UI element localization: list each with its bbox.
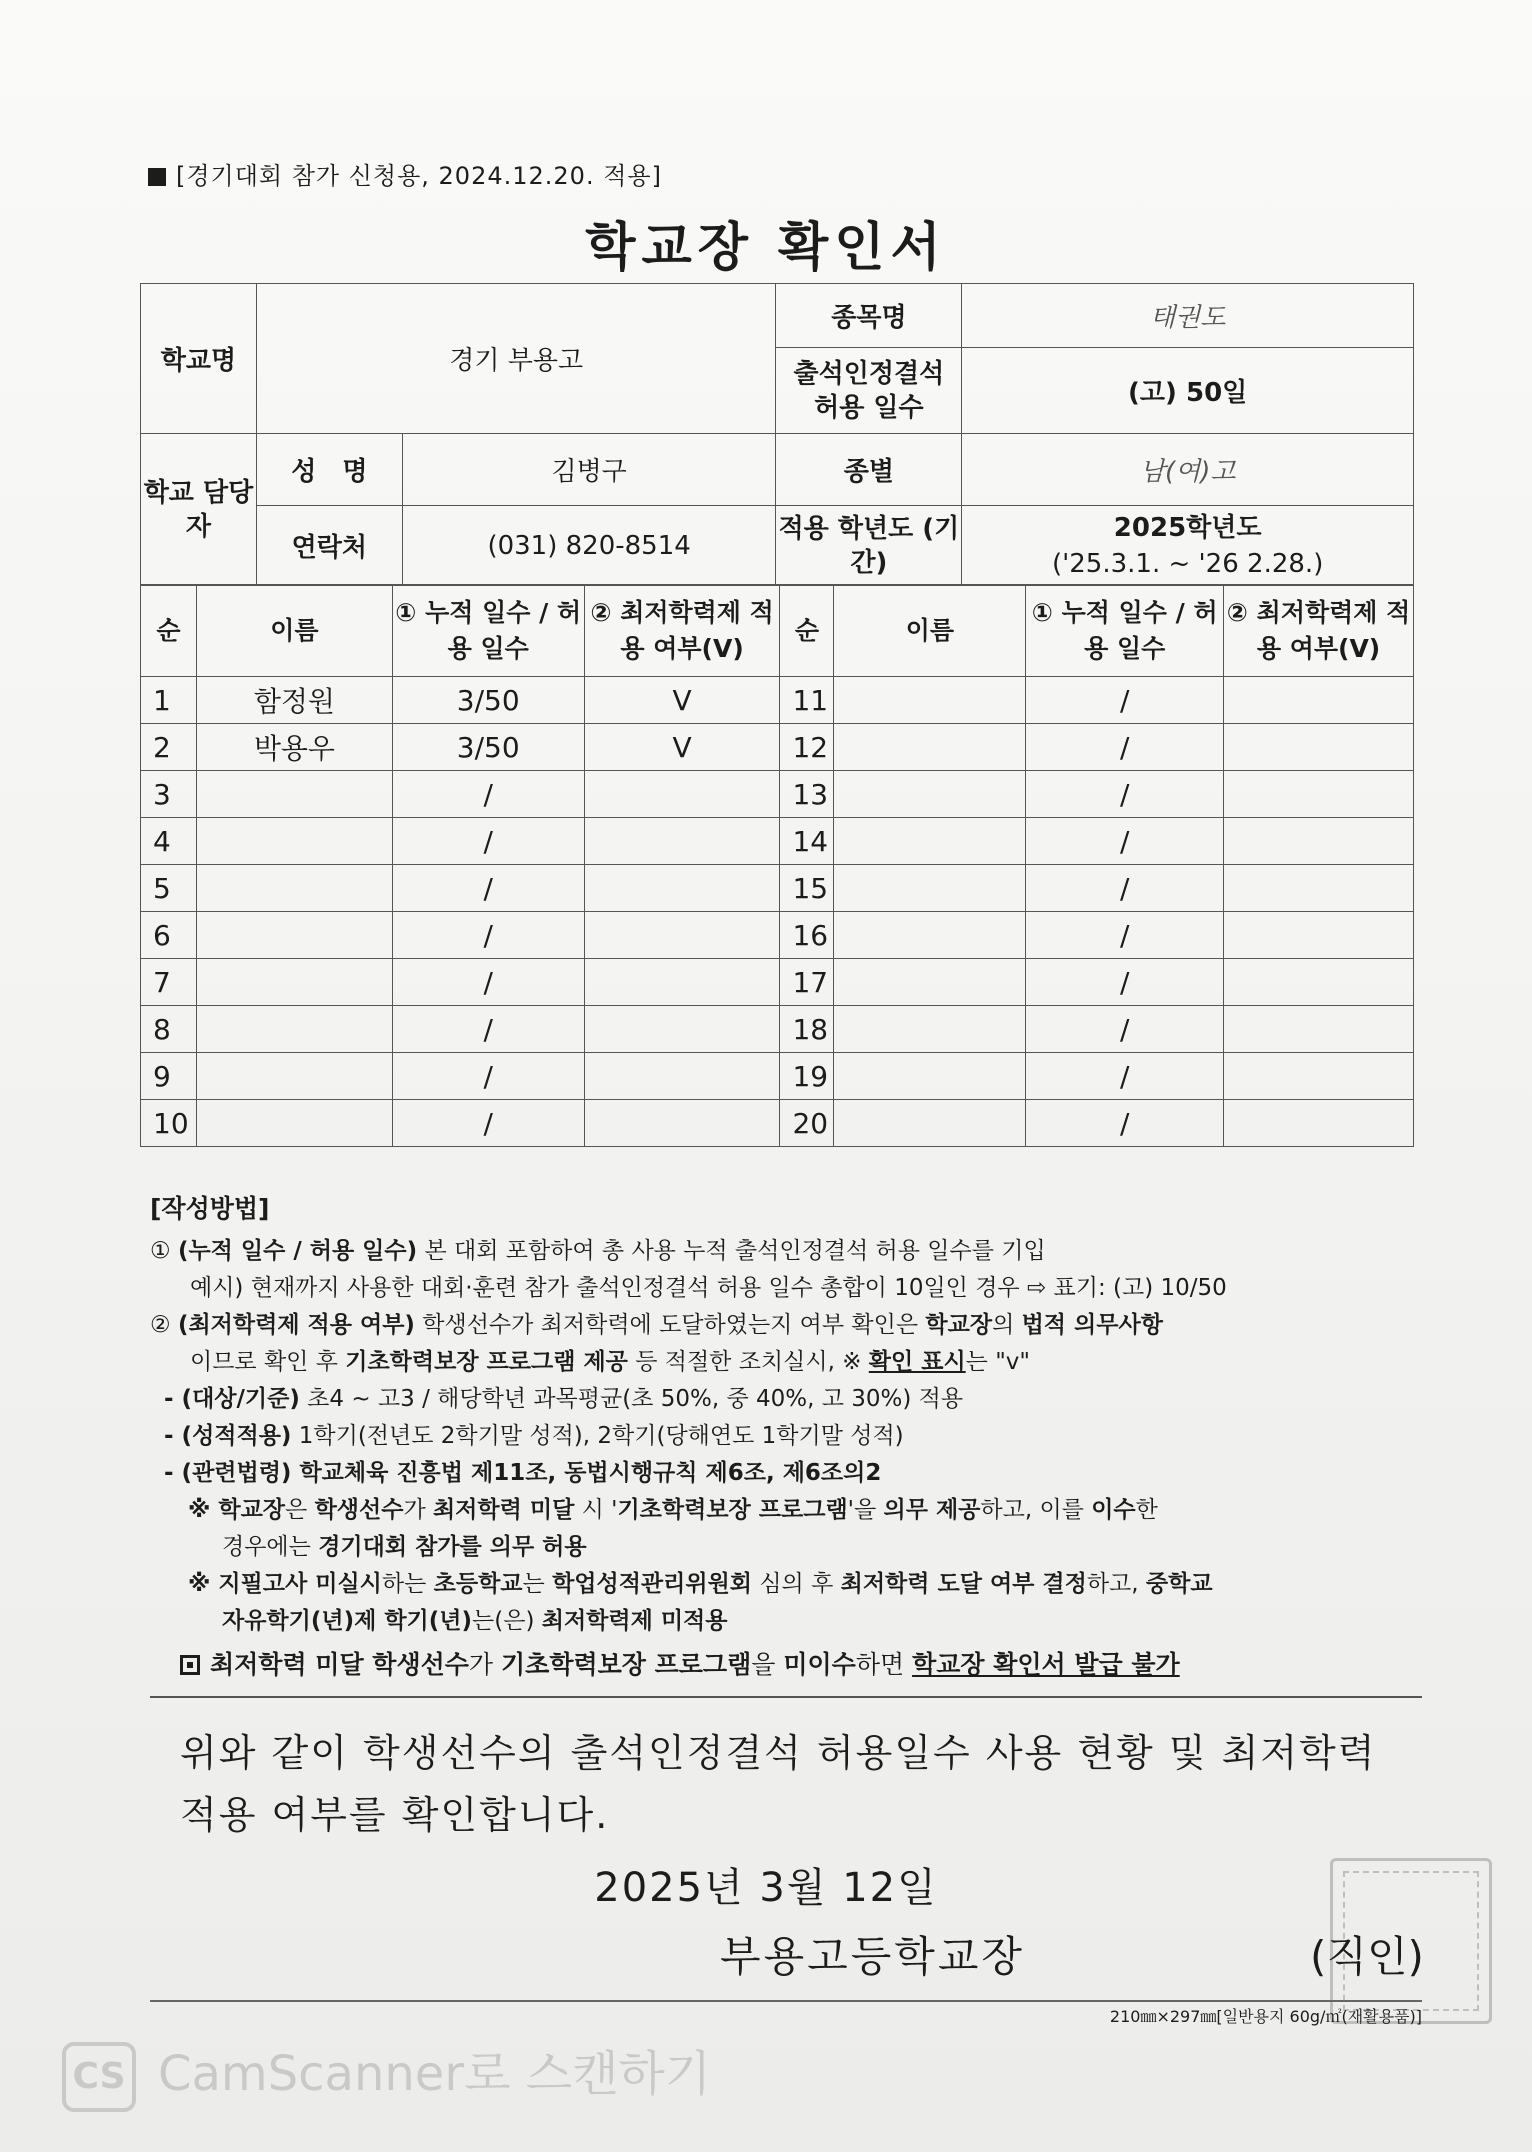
- note-1-l: 한: [1135, 1497, 1158, 1523]
- circle-2-mark: ②: [150, 1312, 171, 1338]
- circle-1-mark: ①: [150, 1238, 171, 1264]
- period-value: ('25.3.1. ~ '26 2.28.): [1051, 548, 1324, 579]
- table-row: [141, 912, 1414, 959]
- cell-name: [834, 818, 1026, 865]
- cell-days: /: [392, 912, 584, 959]
- note-1-j: 하고, 이를: [980, 1497, 1092, 1523]
- confirm-text: 위와 같이 학생선수의 출석인정결석 허용일수 사용 현황 및 최저학력 적용 여부를 확인합니다.: [180, 1731, 1377, 1837]
- note-1-a: ※ 학교장: [188, 1497, 286, 1523]
- note-1-continued: [150, 1529, 1430, 1566]
- contact-value: (031) 820-8514: [402, 506, 776, 586]
- manager-label: 학교 담당자: [141, 434, 257, 586]
- note-1: [150, 1492, 1430, 1529]
- cell-name: [834, 677, 1026, 724]
- issue-date: 2025년 3월 12일: [594, 1865, 938, 1911]
- cell-no: 7: [141, 959, 197, 1006]
- detail-law-text: 학교체육 진흥법 제11조, 동법시행규칙 제6조, 제6조의2: [291, 1460, 882, 1486]
- cell-check: [1224, 724, 1414, 771]
- cell-check: V: [584, 724, 780, 771]
- cell-check: [1224, 818, 1414, 865]
- cell-name: [196, 1100, 392, 1147]
- table-row: [141, 1100, 1414, 1147]
- note-2-a: ※ 지필고사 미실시: [188, 1571, 382, 1597]
- note-2-c: 초등학교: [433, 1571, 523, 1597]
- cell-days: /: [392, 1053, 584, 1100]
- cell-days: /: [1026, 1053, 1224, 1100]
- square-bullet-icon: [148, 168, 166, 186]
- allowed-days-value: (고) 50일: [962, 348, 1414, 434]
- detail-target-bold: - (대상/기준): [164, 1386, 300, 1412]
- method-2-legal-duty: 법적 의무사항: [1021, 1312, 1163, 1338]
- col-no-right: 순: [780, 585, 834, 677]
- cell-name: 박용우: [196, 724, 392, 771]
- col-minimum-left: ② 최저학력제 적용 여부(V): [584, 585, 780, 677]
- camscanner-watermark: [62, 2035, 711, 2112]
- note-2: [150, 1566, 1430, 1603]
- detail-grades-bold: - (성적적용): [164, 1423, 292, 1449]
- note-1-d: 가: [403, 1497, 433, 1523]
- cell-name: [196, 818, 392, 865]
- detail-grades: [150, 1418, 1430, 1455]
- cell-check: [1224, 771, 1414, 818]
- cell-no: 12: [780, 724, 834, 771]
- cell-no: 5: [141, 865, 197, 912]
- cell-no: 18: [780, 1006, 834, 1053]
- cell-check: [584, 1053, 780, 1100]
- col-name-left: 이름: [196, 585, 392, 677]
- warning-square-icon: [180, 1655, 200, 1675]
- cell-days: /: [1026, 771, 1224, 818]
- cell-name: [834, 724, 1026, 771]
- method-2-cont-e: 는 "v": [965, 1349, 1030, 1375]
- cell-days: /: [1026, 959, 1224, 1006]
- principal-title: 부용고등학교장: [720, 1932, 1026, 1981]
- cell-check: [1224, 677, 1414, 724]
- table-row: [141, 677, 1414, 724]
- camscanner-logo-icon: CS: [62, 2042, 136, 2112]
- method-2-mark-note: 확인 표시: [868, 1349, 966, 1375]
- allowed-days-label: 출석인정결석 허용 일수: [776, 348, 962, 434]
- table-row: [141, 771, 1414, 818]
- cell-check: [584, 1006, 780, 1053]
- cell-days: /: [392, 865, 584, 912]
- cell-days: /: [392, 818, 584, 865]
- method-heading: [작성방법]: [150, 1194, 270, 1223]
- note-2-e: 학업성적관리위원회: [552, 1571, 753, 1597]
- seal-label: (직인): [1310, 1932, 1424, 1981]
- detail-target: [150, 1381, 1430, 1418]
- cell-days: 3/50: [392, 677, 584, 724]
- cell-name: [834, 865, 1026, 912]
- page-title: 학교장 확인서: [585, 218, 947, 278]
- divider-bottom: [150, 2000, 1422, 2002]
- grid-body: [141, 677, 1414, 1147]
- method-2-text-a: 학생선수가 최저학력에 도달하였는지 여부 확인은: [414, 1312, 926, 1338]
- note-1-f: 시 ': [574, 1497, 618, 1523]
- cell-name: [834, 1053, 1026, 1100]
- cell-check: [1224, 959, 1414, 1006]
- sport-label: 종목명: [776, 284, 962, 348]
- cell-no: 4: [141, 818, 197, 865]
- cell-name: [196, 771, 392, 818]
- cell-name: [196, 865, 392, 912]
- cell-name: [834, 912, 1026, 959]
- col-days-left: ① 누적 일수 / 허용 일수: [392, 585, 584, 677]
- cell-no: 15: [780, 865, 834, 912]
- note-2-cont-b: 는(은): [472, 1608, 542, 1634]
- name-label: 성 명: [256, 434, 402, 506]
- year-cell: [962, 506, 1414, 586]
- student-grid: [140, 584, 1414, 1147]
- cell-check: [1224, 1006, 1414, 1053]
- cell-days: /: [1026, 677, 1224, 724]
- warning-e: 미이수: [783, 1650, 856, 1679]
- table-row: [141, 724, 1414, 771]
- info-table: [140, 283, 1414, 586]
- school-value: 경기 부용고: [256, 284, 776, 434]
- cell-check: [584, 959, 780, 1006]
- gender-label: 종별: [776, 434, 962, 506]
- note-1-cont-b: 경기대회 참가를 의무 허용: [318, 1534, 587, 1560]
- table-row: [141, 1006, 1414, 1053]
- sport-value: 태권도: [962, 284, 1414, 348]
- school-label: 학교명: [141, 284, 257, 434]
- method-2-text-c: 의: [992, 1312, 1022, 1338]
- cell-no: 2: [141, 724, 197, 771]
- cell-name: [834, 771, 1026, 818]
- warning-a: 최저학력 미달 학생선수: [210, 1650, 469, 1679]
- cell-name: [196, 1006, 392, 1053]
- cell-check: [584, 865, 780, 912]
- cell-days: /: [392, 771, 584, 818]
- table-row: [141, 865, 1414, 912]
- cell-no: 19: [780, 1053, 834, 1100]
- detail-law: [150, 1455, 1430, 1492]
- cell-name: [834, 959, 1026, 1006]
- method-2-continued: [150, 1344, 1430, 1381]
- method-2-cont-a: 이므로 확인 후: [190, 1349, 346, 1375]
- note-1-i: 의무 제공: [883, 1497, 981, 1523]
- cell-check: [584, 1100, 780, 1147]
- table-row: [141, 959, 1414, 1006]
- col-minimum-right: ② 최저학력제 적용 여부(V): [1224, 585, 1414, 677]
- detail-target-text: 초4 ~ 고3 / 해당학년 과목평균(초 50%, 중 40%, 고 30%) 적용: [299, 1386, 964, 1412]
- cell-days: /: [1026, 912, 1224, 959]
- cell-check: [1224, 865, 1414, 912]
- method-2-bold: (최저학력제 적용 여부): [177, 1312, 415, 1338]
- header-note: [148, 156, 662, 191]
- cell-check: V: [584, 677, 780, 724]
- cell-no: 8: [141, 1006, 197, 1053]
- note-2-cont-c: 최저학력제 미적용: [541, 1608, 728, 1634]
- note-1-g: 기초학력보장 프로그램: [617, 1497, 848, 1523]
- detail-law-bold: - (관련법령): [164, 1460, 292, 1486]
- method-2-cont-c: 등 적절한 조치실시, ※: [627, 1349, 869, 1375]
- note-2-h: 하고,: [1086, 1571, 1146, 1597]
- note-1-e: 최저학력 미달: [432, 1497, 575, 1523]
- header-note-text: [경기대회 참가 신청용, 2024.12.20. 적용]: [176, 162, 662, 190]
- detail-grades-text: 1학기(전년도 2학기말 성적), 2학기(당해연도 1학기말 성적): [291, 1423, 904, 1449]
- paper-spec: 210㎜×297㎜[일반용지 60g/㎡(재활용품)]: [1109, 2007, 1422, 2026]
- cell-days: /: [1026, 1100, 1224, 1147]
- note-2-cont-a: 자유학기(년)제 학기(년): [222, 1608, 473, 1634]
- note-1-k: 이수: [1091, 1497, 1136, 1523]
- cell-days: /: [1026, 865, 1224, 912]
- col-name-right: 이름: [834, 585, 1026, 677]
- watermark-text: CamScanner로 스캔하기: [158, 2046, 712, 2102]
- divider-top: [150, 1696, 1422, 1698]
- cell-no: 14: [780, 818, 834, 865]
- col-days-right: ① 누적 일수 / 허용 일수: [1026, 585, 1224, 677]
- cell-name: [196, 1053, 392, 1100]
- warning-g: 학교장 확인서 발급 불가: [912, 1650, 1180, 1679]
- year-value: 2025학년도: [1113, 512, 1262, 543]
- cell-days: /: [1026, 724, 1224, 771]
- cell-name: [196, 912, 392, 959]
- cell-check: [1224, 1053, 1414, 1100]
- method-1-bold: (누적 일수 / 허용 일수): [177, 1238, 418, 1264]
- table-row: [141, 818, 1414, 865]
- note-2-continued: [150, 1603, 1430, 1640]
- col-no-left: 순: [141, 585, 197, 677]
- method-1-text: 본 대회 포함하여 총 사용 누적 출석인정결석 허용 일수를 기입: [417, 1238, 1046, 1264]
- cell-days: 3/50: [392, 724, 584, 771]
- cell-no: 10: [141, 1100, 197, 1147]
- table-row: [141, 1053, 1414, 1100]
- method-2-principal: 학교장: [925, 1312, 993, 1338]
- cell-name: [834, 1006, 1026, 1053]
- note-2-i: 중학교: [1145, 1571, 1213, 1597]
- cell-days: /: [1026, 1006, 1224, 1053]
- cell-name: 함정원: [196, 677, 392, 724]
- cell-no: 13: [780, 771, 834, 818]
- cell-check: [584, 771, 780, 818]
- cell-days: /: [392, 1006, 584, 1053]
- cell-no: 6: [141, 912, 197, 959]
- cell-no: 9: [141, 1053, 197, 1100]
- warning-line: [150, 1646, 1430, 1683]
- grid-header-row: [141, 585, 1414, 677]
- method-item-2: [150, 1307, 1430, 1344]
- cell-no: 17: [780, 959, 834, 1006]
- year-label: 적용 학년도 (기간): [776, 506, 962, 586]
- note-2-f: 심의 후: [752, 1571, 841, 1597]
- name-value: 김병구: [402, 434, 776, 506]
- cell-name: [834, 1100, 1026, 1147]
- cell-no: 3: [141, 771, 197, 818]
- cell-days: /: [1026, 818, 1224, 865]
- warning-d: 을: [751, 1650, 784, 1679]
- gender-value: 남(여)고: [962, 434, 1414, 506]
- cell-no: 16: [780, 912, 834, 959]
- contact-label: 연락처: [256, 506, 402, 586]
- cell-name: [196, 959, 392, 1006]
- cell-check: [584, 912, 780, 959]
- cell-no: 1: [141, 677, 197, 724]
- cell-check: [584, 818, 780, 865]
- note-1-h: '을: [847, 1497, 884, 1523]
- cell-check: [1224, 912, 1414, 959]
- cell-days: /: [392, 959, 584, 1006]
- warning-f: 하면: [855, 1650, 913, 1679]
- note-1-b: 은: [285, 1497, 315, 1523]
- warning-b: 가: [468, 1650, 502, 1679]
- warning-c: 기초학력보장 프로그램: [501, 1650, 752, 1679]
- method-2-program: 기초학력보장 프로그램 제공: [345, 1349, 628, 1375]
- method-item-1: [150, 1233, 1430, 1270]
- note-2-d: 는: [522, 1571, 553, 1597]
- cell-no: 11: [780, 677, 834, 724]
- note-1-c: 학생선수: [314, 1497, 404, 1523]
- writing-method: [150, 1190, 1430, 1683]
- note-1-cont-a: 경우에는: [222, 1534, 319, 1560]
- note-2-b: 하는: [381, 1571, 434, 1597]
- note-2-g: 최저학력 도달 여부 결정: [840, 1571, 1087, 1597]
- cell-no: 20: [780, 1100, 834, 1147]
- cell-check: [1224, 1100, 1414, 1147]
- method-1-example: 예시) 현재까지 사용한 대회·훈련 참가 출석인정결석 허용 일수 총합이 10일인 경우 ⇨ 표기: (고) 10/50: [190, 1275, 1227, 1301]
- cell-days: /: [392, 1100, 584, 1147]
